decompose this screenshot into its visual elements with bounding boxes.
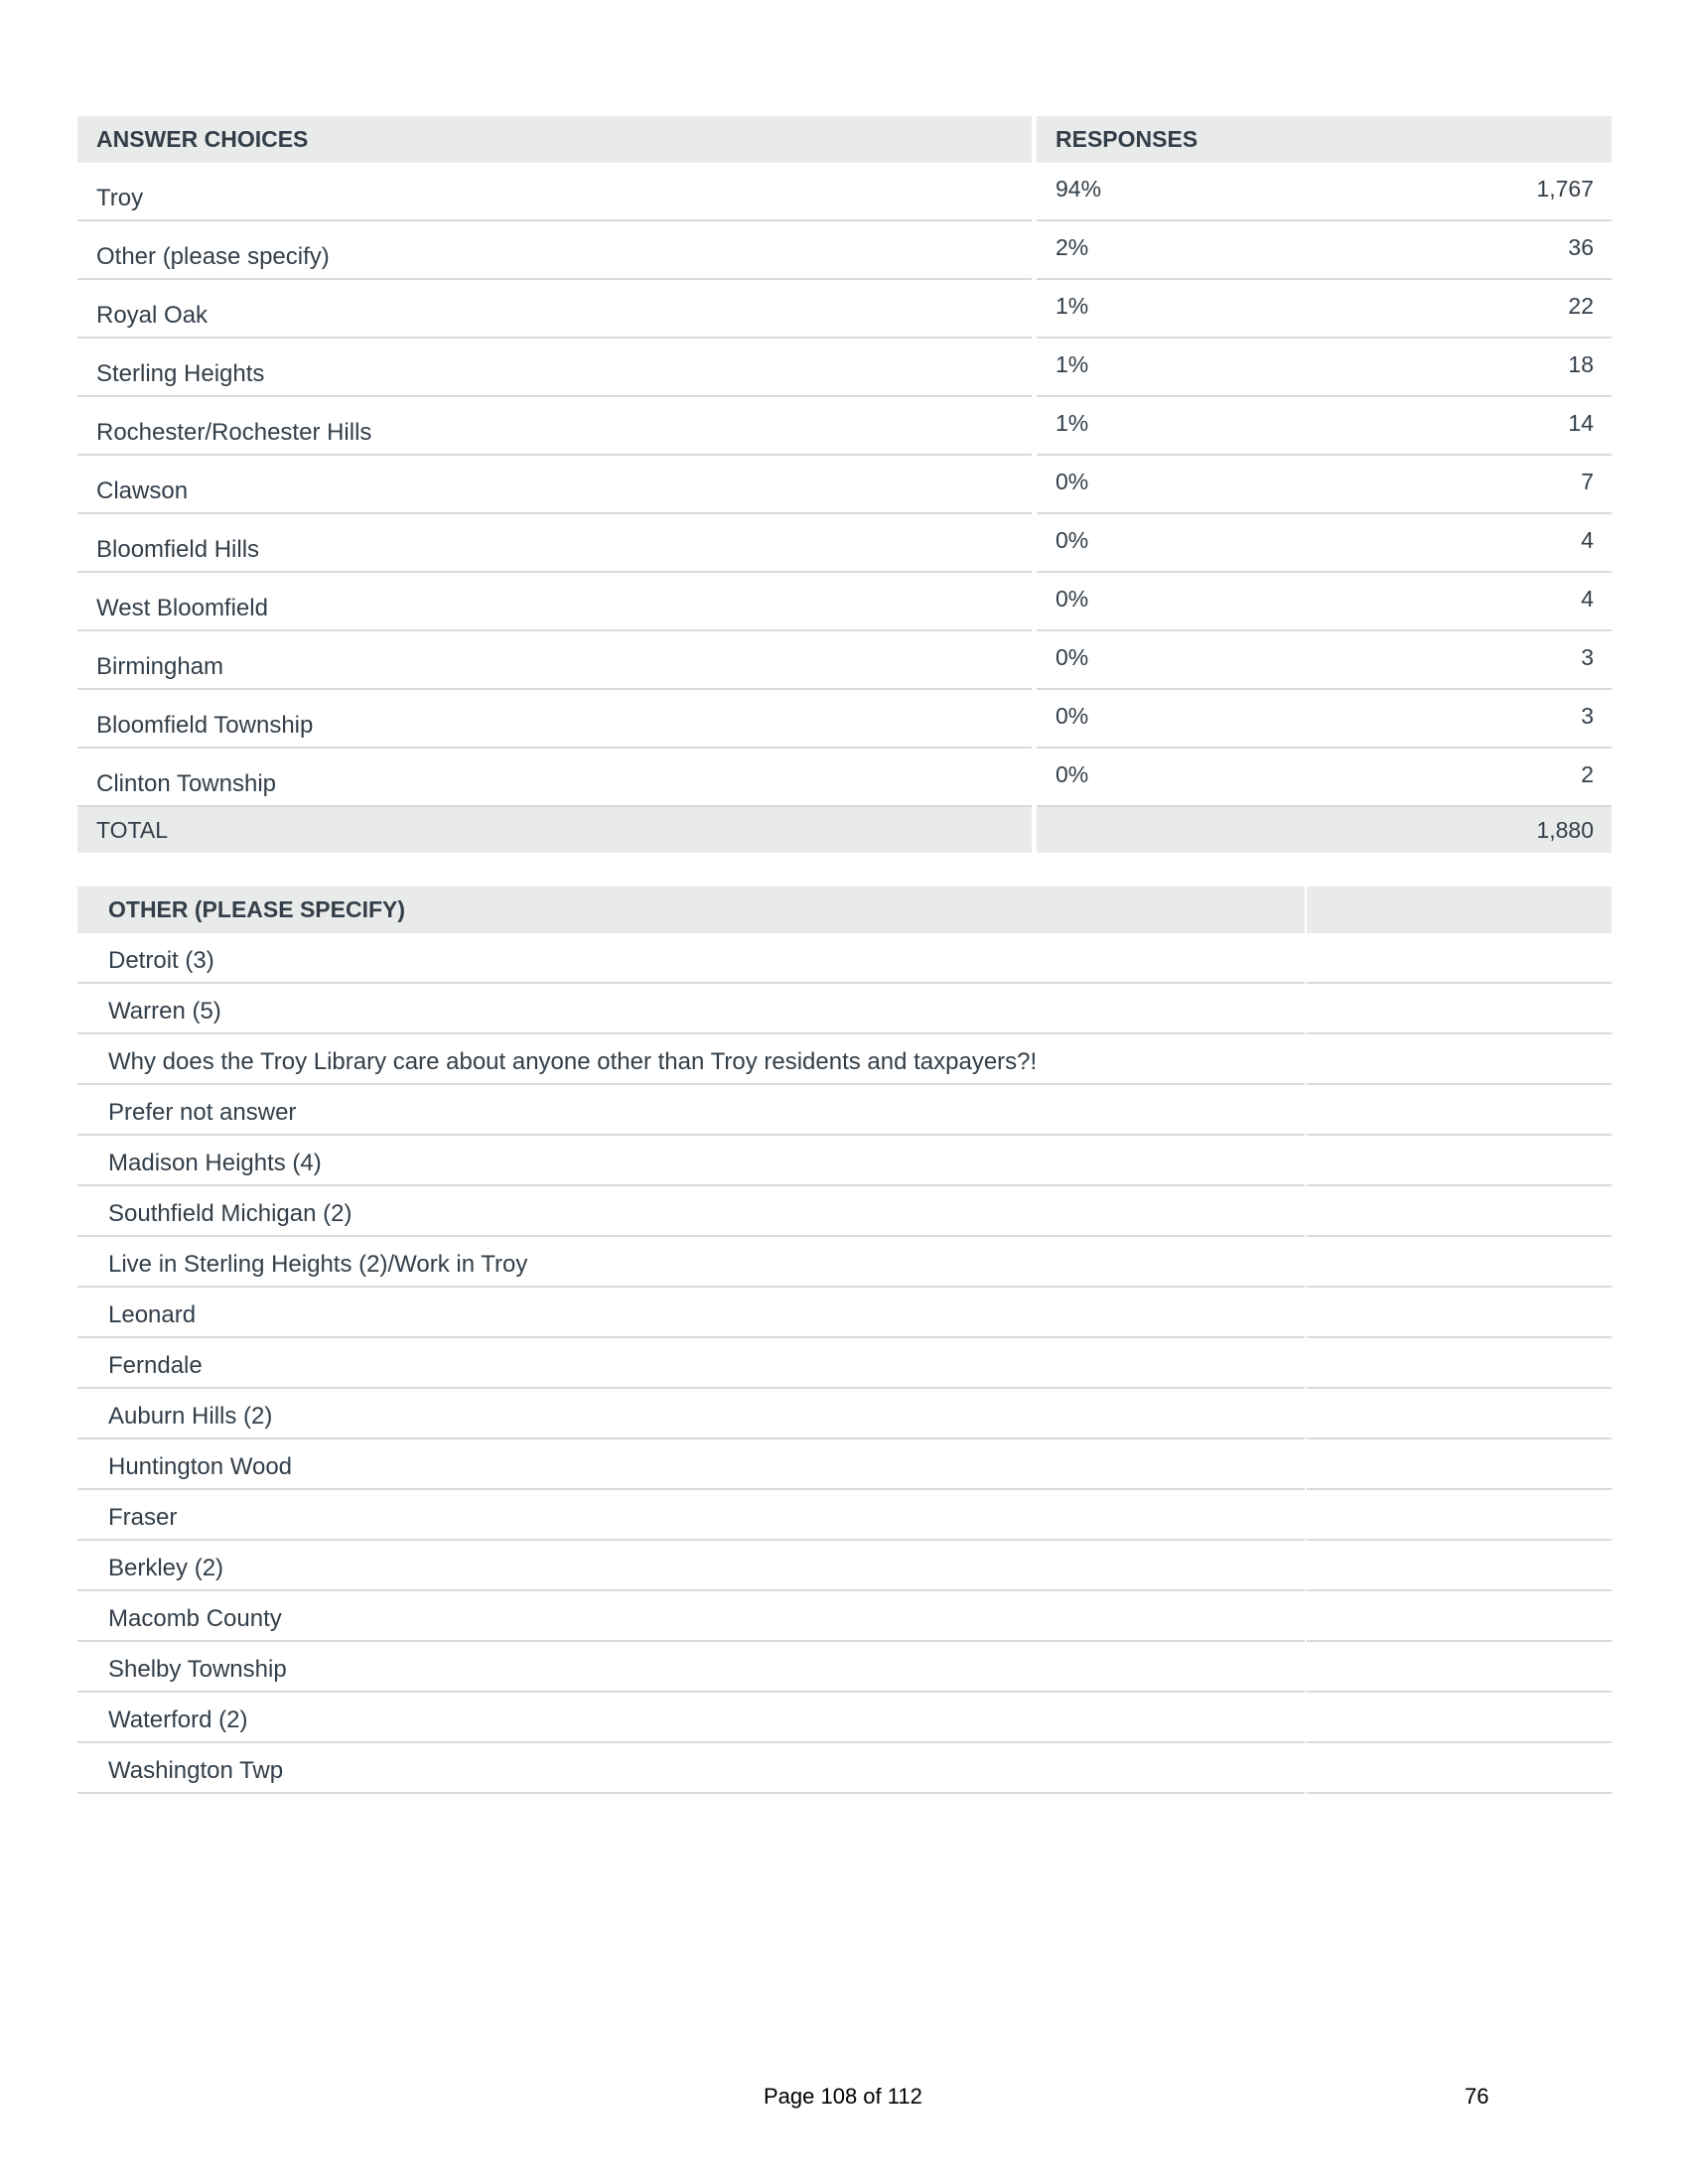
list-item (77, 1541, 1612, 1591)
other-response-text: Macomb County (108, 1605, 282, 1632)
list-item (77, 1085, 1612, 1136)
total-count: 1,880 (1037, 807, 1612, 853)
list-item (77, 1136, 1612, 1186)
list-item (77, 1288, 1612, 1338)
other-response-text: Shelby Township (108, 1656, 287, 1683)
page-indicator: Page 108 of 112 (764, 2084, 922, 2109)
other-response-text: Detroit (3) (108, 947, 214, 974)
response-percent: 1% (1055, 293, 1089, 319)
list-item (77, 1389, 1612, 1439)
response-percent: 0% (1055, 761, 1089, 787)
other-response-text: Southfield Michigan (2) (108, 1200, 352, 1227)
answer-label: Birmingham (96, 653, 224, 680)
other-response-text: Live in Sterling Heights (2)/Work in Troy (108, 1251, 528, 1278)
answer-label: Bloomfield Hills (96, 536, 260, 563)
answer-label: Sterling Heights (96, 360, 265, 387)
page-number: 76 (1465, 2084, 1489, 2109)
list-item (77, 1034, 1612, 1085)
empty-header-cell (1307, 887, 1612, 933)
table-header (77, 116, 1612, 163)
table-row (77, 339, 1612, 397)
other-response-text: Prefer not answer (108, 1099, 297, 1126)
response-percent: 1% (1055, 410, 1089, 436)
list-item (77, 1237, 1612, 1288)
other-responses-table (77, 887, 1612, 1794)
response-percent: 2% (1055, 234, 1089, 260)
response-percent: 94% (1055, 176, 1102, 202)
answer-label: Other (please specify) (96, 243, 330, 270)
other-response-text: Washington Twp (108, 1757, 284, 1784)
response-count: 3 (1581, 703, 1594, 729)
table-row (77, 280, 1612, 339)
response-count: 22 (1568, 293, 1594, 319)
response-percent: 0% (1055, 644, 1089, 670)
response-count: 36 (1568, 234, 1594, 260)
total-row (77, 807, 1612, 853)
response-percent: 0% (1055, 527, 1089, 553)
table-row (77, 631, 1612, 690)
table-row (77, 163, 1612, 221)
table-row (77, 749, 1612, 807)
answer-label: Bloomfield Township (96, 712, 314, 739)
list-item (77, 1186, 1612, 1237)
table-row (77, 573, 1612, 631)
list-item (77, 1338, 1612, 1389)
table-row (77, 456, 1612, 514)
other-response-text: Huntington Wood (108, 1453, 293, 1480)
answer-label: Troy (96, 185, 144, 211)
other-response-text: Ferndale (108, 1352, 203, 1379)
response-percent: 0% (1055, 703, 1089, 729)
table-row (77, 690, 1612, 749)
table-row (77, 221, 1612, 280)
answer-label: Clawson (96, 478, 189, 504)
answer-label: Rochester/Rochester Hills (96, 419, 372, 446)
other-response-text: Fraser (108, 1504, 178, 1531)
answer-label: Royal Oak (96, 302, 209, 329)
table-row (77, 397, 1612, 456)
other-response-text: Warren (5) (108, 998, 221, 1024)
list-item (77, 984, 1612, 1034)
response-percent: 0% (1055, 469, 1089, 494)
list-item (77, 1490, 1612, 1541)
other-response-text: Waterford (2) (108, 1706, 248, 1733)
list-item (77, 933, 1612, 984)
response-count: 2 (1581, 761, 1594, 787)
answer-label: West Bloomfield (96, 595, 268, 621)
list-item (77, 1591, 1612, 1642)
response-percent: 0% (1055, 586, 1089, 612)
other-response-text: Madison Heights (4) (108, 1150, 322, 1176)
response-count: 1,767 (1536, 176, 1594, 202)
answer-label: Clinton Township (96, 770, 276, 797)
table-row (77, 514, 1612, 573)
list-item (77, 1642, 1612, 1693)
response-percent: 1% (1055, 351, 1089, 377)
other-response-text: Why does the Troy Library care about anyone other than Troy residents and taxpayers?! (108, 1048, 1038, 1075)
other-response-text: Auburn Hills (2) (108, 1403, 273, 1430)
other-header: OTHER (PLEASE SPECIFY) (77, 887, 1305, 933)
list-item (77, 1439, 1612, 1490)
total-label: TOTAL (77, 807, 1032, 853)
response-count: 4 (1581, 527, 1594, 553)
responses-header: RESPONSES (1037, 116, 1612, 163)
table-header (77, 887, 1612, 933)
answer-choices-header: ANSWER CHOICES (77, 116, 1032, 163)
response-count: 18 (1568, 351, 1594, 377)
other-response-text: Berkley (2) (108, 1555, 224, 1581)
response-count: 3 (1581, 644, 1594, 670)
other-response-text: Leonard (108, 1301, 197, 1328)
answer-choices-table (77, 116, 1612, 853)
response-count: 14 (1568, 410, 1594, 436)
response-count: 4 (1581, 586, 1594, 612)
list-item (77, 1693, 1612, 1743)
list-item (77, 1743, 1612, 1794)
response-count: 7 (1581, 469, 1594, 494)
